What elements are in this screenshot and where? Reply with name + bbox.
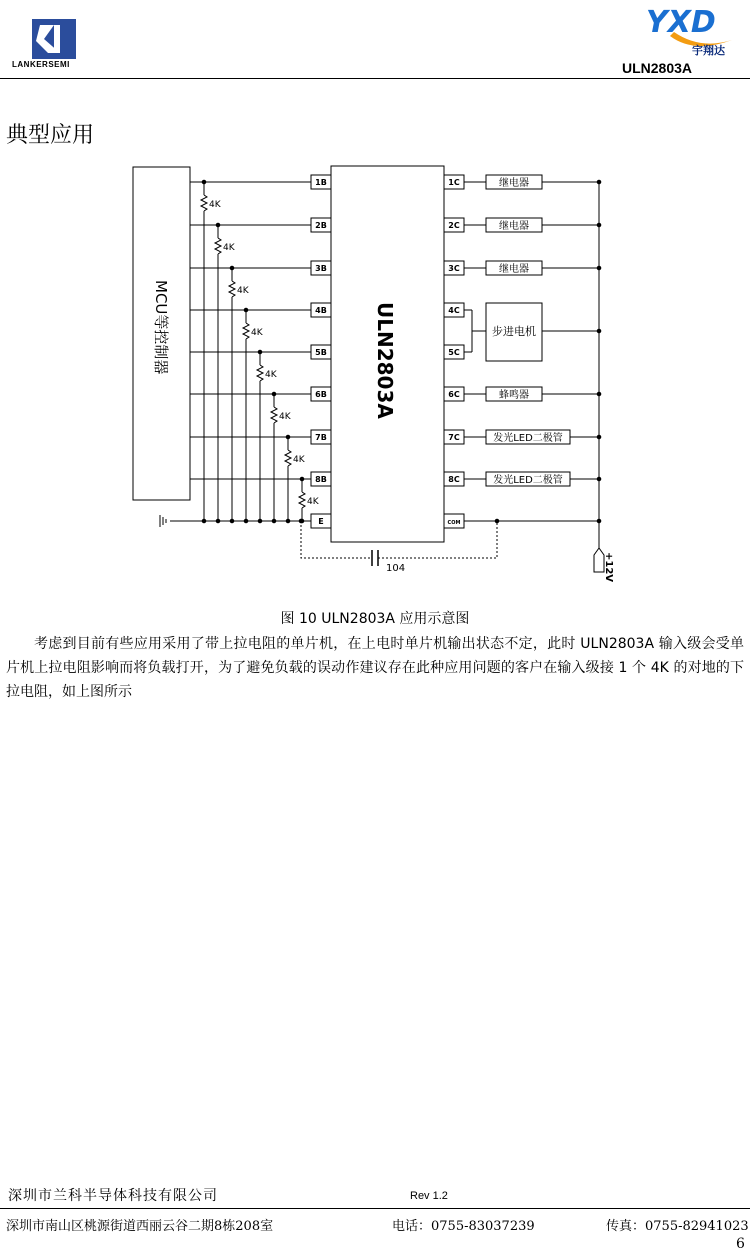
footer-divider <box>0 1208 750 1209</box>
mcu-label: MCU等控制器 <box>152 280 170 375</box>
footer-revision: Rev 1.2 <box>410 1190 448 1202</box>
resistor-4k <box>299 492 305 508</box>
svg-text:YXD: YXD <box>646 5 716 40</box>
supply-terminal <box>594 548 604 572</box>
footer-fax: 传真：0755-82941023 <box>606 1219 749 1234</box>
load-label: 发光LED二极管 <box>493 433 563 444</box>
ic-input-pin-label: 6B <box>315 390 327 399</box>
resistor-4k <box>271 407 277 423</box>
resistor-4k <box>257 365 263 381</box>
ic-output-pin-label: 1C <box>448 178 460 187</box>
supply-label: +12V <box>603 552 614 583</box>
load-label: 继电器 <box>499 221 529 232</box>
footer-phone: 电话：0755-83037239 <box>392 1219 535 1234</box>
body-paragraph: 考虑到目前有些应用采用了带上拉电阻的单片机，在上电时单片机输出状态不定，此时 ULN2803A 输入级会受单片机上拉电阻影响而将负载打开，为了避免负载的误动作建议存在此种应用问题的客户在输入级接 1 个 4K 的对地的下拉电阻，如上图所示 <box>6 636 744 700</box>
ic-output-pin-label: 2C <box>448 221 460 230</box>
resistor-label: 4K <box>237 286 249 296</box>
junction-dot <box>495 519 499 523</box>
logo-right-wordmark: 宇翔达 <box>692 44 725 57</box>
load-label: 蜂鸣器 <box>499 390 529 401</box>
footer-company: 深圳市兰科半导体科技有限公司 <box>8 1188 218 1204</box>
ic-input-pin-label: 1B <box>315 178 327 187</box>
ic-output-pin-label: 3C <box>448 264 460 273</box>
ic-input-pin-label: 7B <box>315 433 327 442</box>
ic-input-pin-label: E <box>318 517 324 526</box>
load-label: 步进电机 <box>492 325 536 338</box>
resistor-4k <box>229 281 235 297</box>
ic-output-pin-label: 4C <box>448 306 460 315</box>
section-title: 典型应用 <box>6 123 95 148</box>
ic-output-pin-label: 8C <box>448 475 460 484</box>
ic-output-pin-label: 6C <box>448 390 460 399</box>
logo-left-wordmark: LANKERSEMI <box>12 60 70 69</box>
capacitor-label: 104 <box>386 563 406 574</box>
resistor-label: 4K <box>293 455 305 465</box>
ic-output-pin-label: COM <box>447 520 461 526</box>
footer-address: 深圳市南山区桃源街道西丽云谷二期8栋208室 <box>6 1219 274 1234</box>
resistor-4k <box>285 450 291 466</box>
ground-symbol <box>160 515 166 527</box>
ic-output-pin-label: 7C <box>448 433 460 442</box>
load-label: 继电器 <box>499 178 529 189</box>
ic-input-pin-label: 2B <box>315 221 327 230</box>
header-part-number: ULN2803A <box>622 60 693 76</box>
page-number: 6 <box>736 1236 745 1252</box>
resistor-label: 4K <box>209 200 221 210</box>
resistor-label: 4K <box>279 412 291 422</box>
ic-input-pin-label: 5B <box>315 348 327 357</box>
load-label: 发光LED二极管 <box>493 475 563 486</box>
resistor-4k <box>215 238 221 254</box>
ic-output-pin-label: 5C <box>448 348 460 357</box>
ic-label: ULN2803A <box>373 302 397 419</box>
load-label: 继电器 <box>499 264 529 275</box>
resistor-label: 4K <box>251 328 263 338</box>
header-divider <box>0 78 750 79</box>
resistor-label: 4K <box>307 497 319 507</box>
ic-input-pin-label: 4B <box>315 306 327 315</box>
ic-input-pin-label: 3B <box>315 264 327 273</box>
resistor-label: 4K <box>265 370 277 380</box>
resistor-label: 4K <box>223 243 235 253</box>
resistor-4k <box>201 195 207 211</box>
application-circuit-diagram <box>0 150 750 600</box>
figure-caption: 图 10 ULN2803A 应用示意图 <box>280 611 470 627</box>
ic-input-pin-label: 8B <box>315 475 327 484</box>
resistor-4k <box>243 323 249 339</box>
